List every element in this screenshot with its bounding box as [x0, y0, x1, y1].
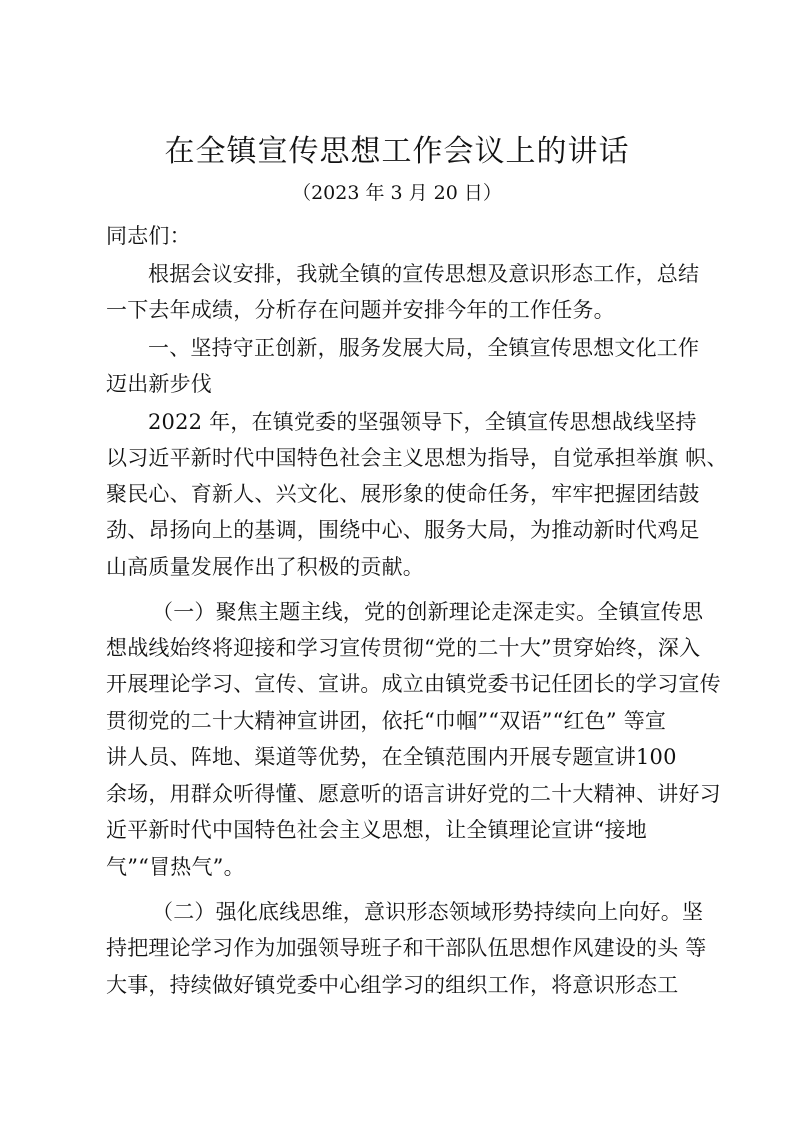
paragraph-line: 以习近平新时代中国特色社会主义思想为指导，自觉承担举旗 帜、	[106, 446, 728, 470]
paragraph-line: 山高质量发展作出了积极的贡献。	[106, 555, 424, 579]
paragraph-line: 余场，用群众听得懂、愿意听的语言讲好党的二十大精神、讲好习	[106, 782, 721, 806]
paragraph-line: 劲、昂扬向上的基调，围绕中心、服务大局，为推动新时代鸡足	[106, 518, 700, 542]
document-title: 在全镇宣传思想工作会议上的讲话	[164, 134, 630, 169]
paragraph-line: 想战线始终将迎接和学习宣传贯彻“党的二十大”贯穿始终，深入	[106, 636, 701, 660]
paragraph-line: 讲人员、阵地、渠道等优势，在全镇范围内开展专题宣讲100	[106, 745, 677, 769]
paragraph-line: 近平新时代中国特色社会主义思想，让全镇理论宣讲“接地	[106, 818, 647, 842]
paragraph-line: （一）聚焦主题主线，党的创新理论走深走实。全镇宣传思	[152, 600, 704, 624]
paragraph-line: 2022 年，在镇党委的坚强领导下，全镇宣传思想战线坚持	[148, 410, 697, 434]
paragraph-line: 气”“冒热气”。	[106, 855, 245, 879]
salutation: 同志们：	[106, 224, 191, 248]
paragraph-line: （二）强化底线思维，意识形态领域形势持续向上向好。坚	[152, 900, 704, 924]
paragraph-line: 一下去年成绩，分析存在问题并安排今年的工作任务。	[106, 298, 615, 322]
paragraph-line: 根据会议安排，我就全镇的宣传思想及意识形态工作，总结	[148, 262, 700, 286]
paragraph-line: 聚民心、育新人、兴文化、展形象的使命任务，牢牢把握团结鼓	[106, 482, 700, 506]
paragraph-line: 贯彻党的二十大精神宣讲团，依托“巾帼”“双语”“红色” 等宣	[106, 709, 667, 733]
section-heading-line: 一、坚持守正创新，服务发展大局，全镇宣传思想文化工作	[148, 336, 700, 360]
paragraph-line: 大事，持续做好镇党委中心组学习的组织工作，将意识形态工	[106, 973, 679, 997]
section-heading-line: 迈出新步伐	[106, 372, 212, 396]
paragraph-line: 持把理论学习作为加强领导班子和干部队伍思想作风建设的头 等	[106, 936, 707, 960]
document-date: （2023 年 3 月 20 日）	[292, 182, 502, 204]
paragraph-line: 开展理论学习、宣传、宣讲。成立由镇党委书记任团长的学习宣传	[106, 672, 721, 696]
